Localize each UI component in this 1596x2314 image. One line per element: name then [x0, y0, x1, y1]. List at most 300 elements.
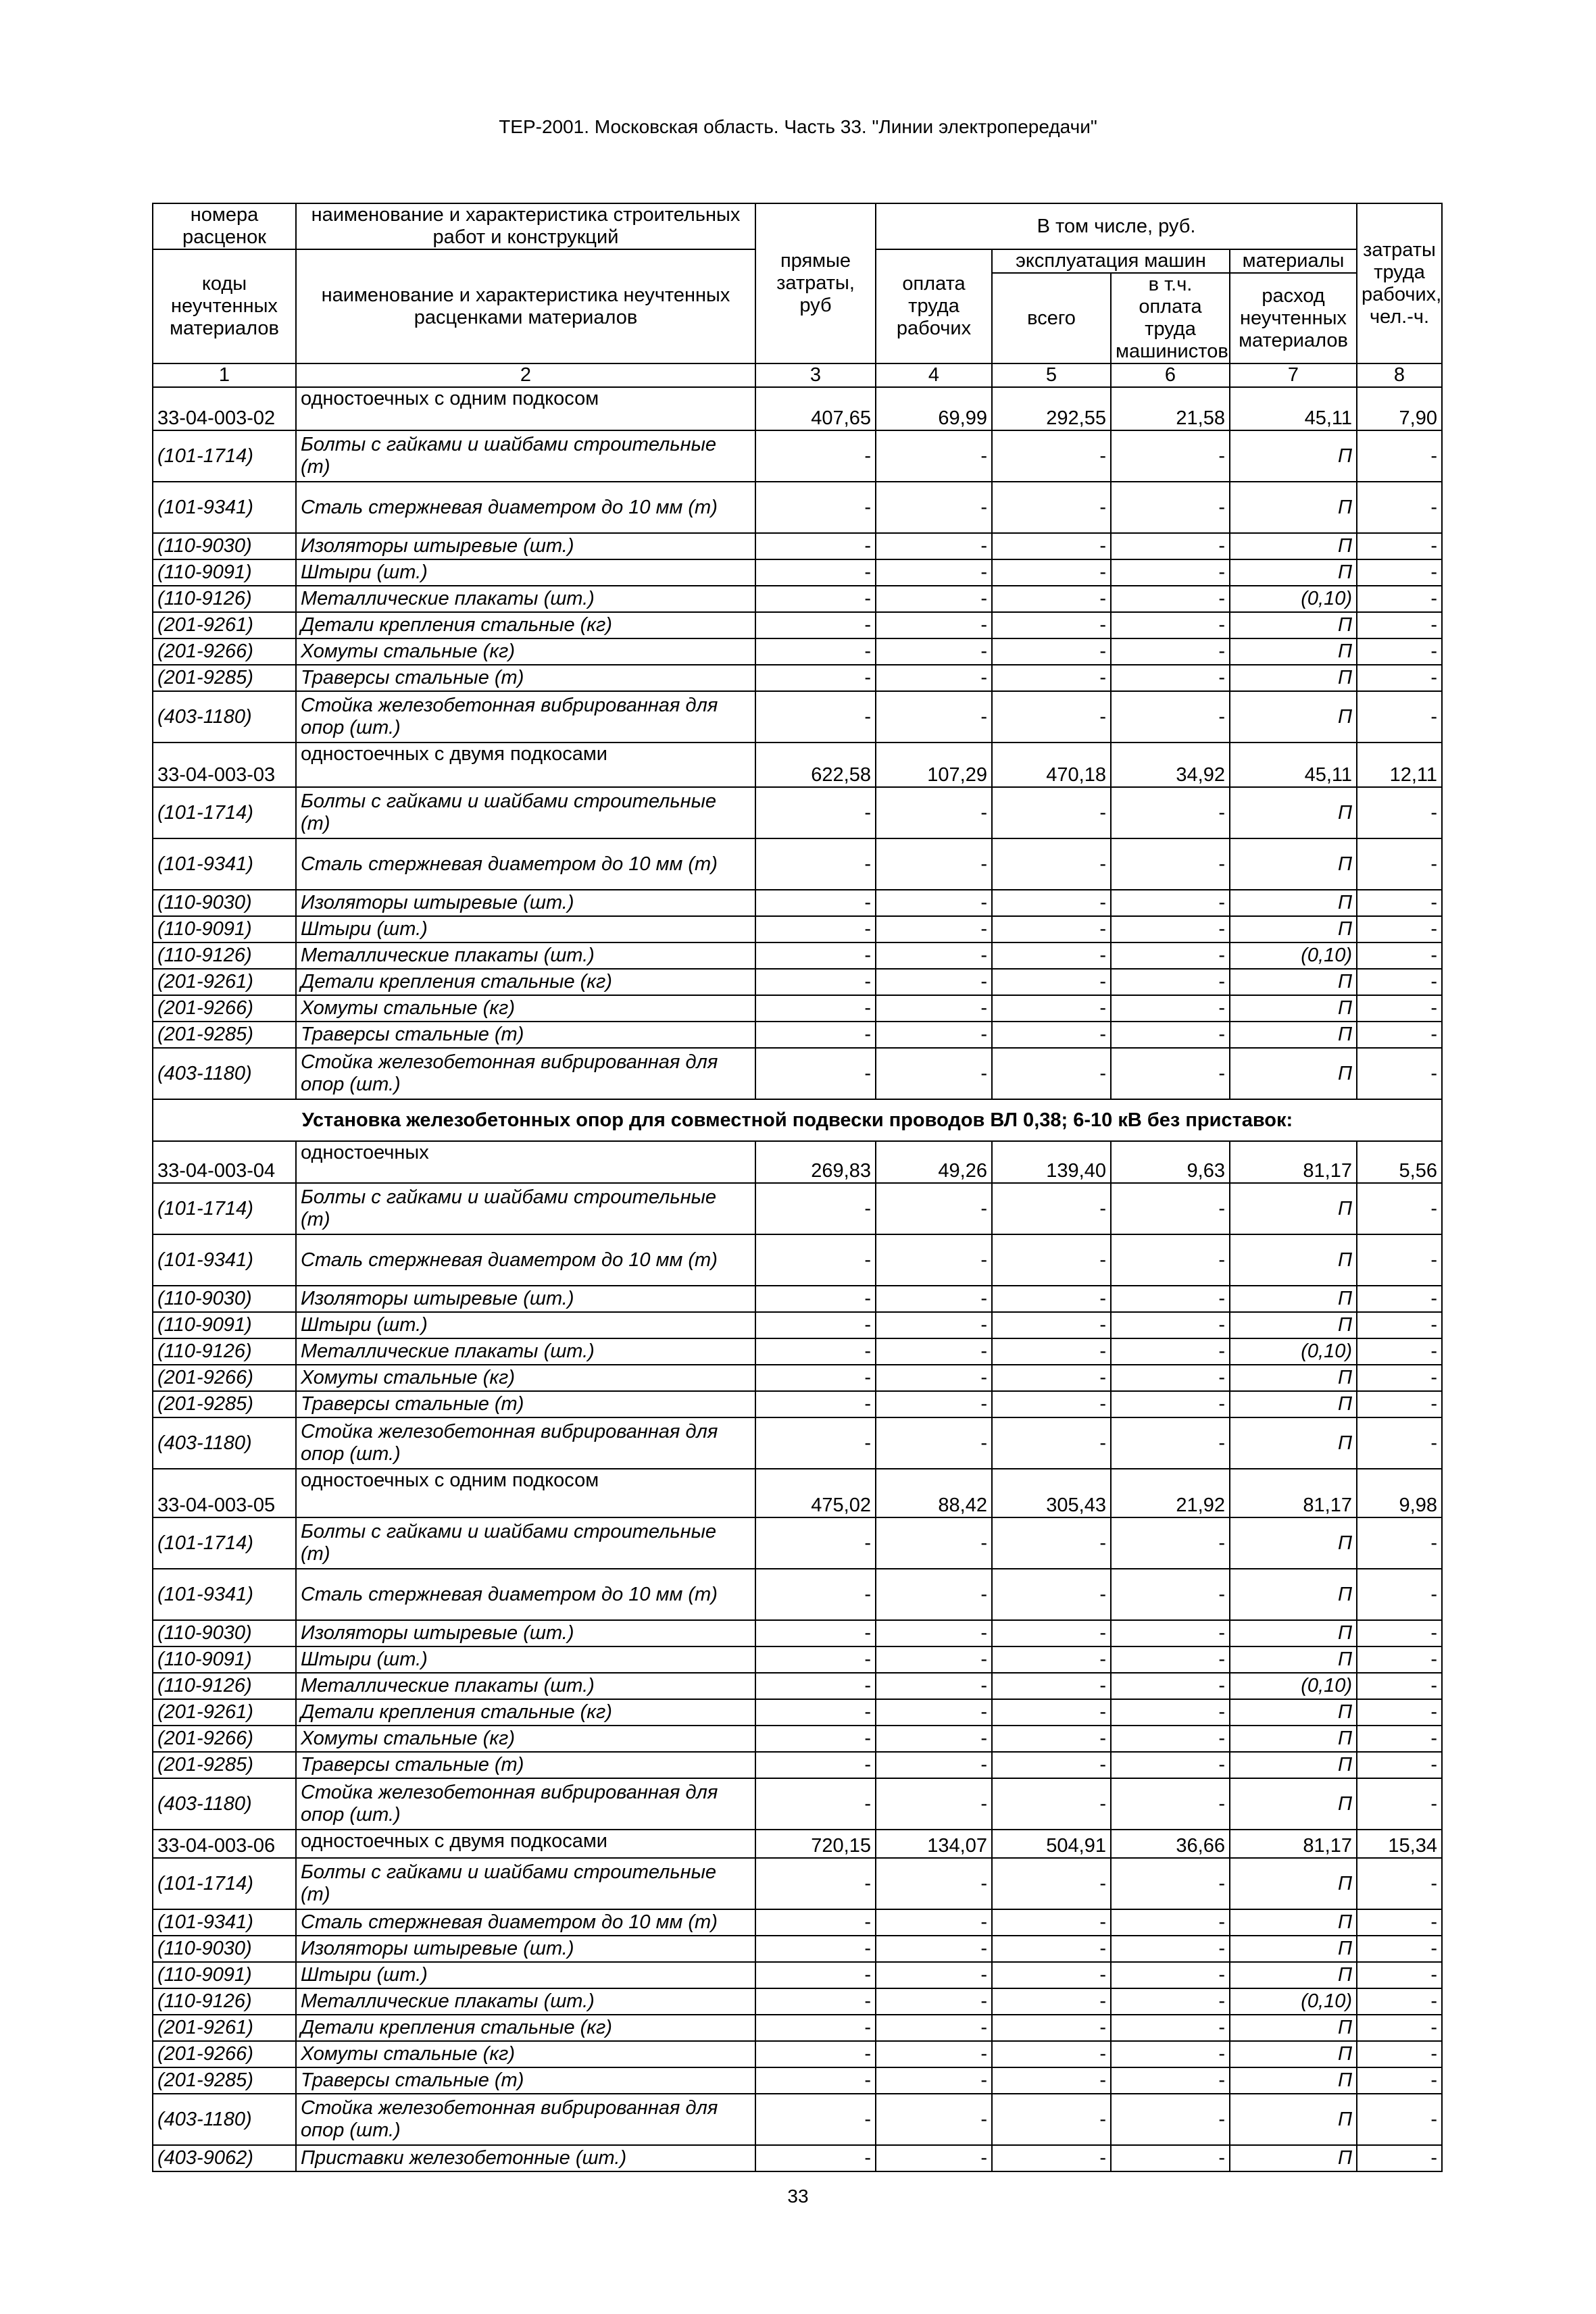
dash-cell: -: [1111, 430, 1230, 482]
material-name: Стойка железобетонная вибрированная для опор (шт.): [296, 1048, 755, 1099]
head-col2a: наименование и характеристика строительных работ и конструкций: [296, 203, 755, 249]
dash-cell: -: [992, 586, 1111, 612]
dash-cell: -: [992, 787, 1111, 838]
dash-cell: -: [1111, 1646, 1230, 1673]
dash-cell: -: [755, 1286, 876, 1312]
dash-cell: -: [1111, 1234, 1230, 1286]
dash-cell: -: [1111, 2015, 1230, 2041]
dash-cell: -: [755, 1778, 876, 1830]
dash-cell: -: [1111, 890, 1230, 916]
dash-cell: -: [876, 1646, 992, 1673]
material-row: [153, 1338, 1442, 1365]
dash-cell: -: [876, 1858, 992, 1909]
dash-cell: -: [1111, 1620, 1230, 1646]
dash-cell: -: [755, 1234, 876, 1286]
material-code: (101-9341): [153, 1909, 296, 1936]
dash-cell: -: [755, 1022, 876, 1048]
dash-cell: -: [755, 1365, 876, 1391]
dash-cell: -: [992, 430, 1111, 482]
material-name: Траверсы стальные (т): [296, 665, 755, 691]
dash-cell: -: [876, 612, 992, 638]
section-title: Установка железобетонных опор для совместной подвески проводов ВЛ 0,38; 6-10 кВ без приставок:: [153, 1099, 1442, 1141]
dash-cell: -: [876, 969, 992, 995]
material-consumption: П: [1230, 1391, 1357, 1417]
material-code: (110-9030): [153, 1620, 296, 1646]
rate-code: 33-04-003-06: [153, 1830, 296, 1858]
material-name: Металлические плакаты (шт.): [296, 1673, 755, 1699]
material-row: [153, 1858, 1442, 1909]
material-name: Детали крепления стальные (кг): [296, 2015, 755, 2041]
material-name: Стойка железобетонная вибрированная для опор (шт.): [296, 2094, 755, 2145]
col-number: 8: [1357, 363, 1442, 387]
rate-code: 33-04-003-05: [153, 1469, 296, 1517]
material-row: [153, 586, 1442, 612]
dash-cell: -: [992, 1183, 1111, 1234]
dash-cell: -: [755, 2015, 876, 2041]
material-row: [153, 638, 1442, 665]
material-name: Приставки железобетонные (шт.): [296, 2145, 755, 2171]
rate-v5: 139,40: [992, 1141, 1111, 1183]
material-row: [153, 969, 1442, 995]
dash-cell: -: [1111, 1936, 1230, 1962]
rate-code: 33-04-003-02: [153, 387, 296, 430]
material-consumption: П: [1230, 1183, 1357, 1234]
material-name: Хомуты стальные (кг): [296, 1365, 755, 1391]
dash-cell: -: [992, 916, 1111, 942]
dash-cell: -: [992, 1365, 1111, 1391]
dash-cell: -: [992, 1286, 1111, 1312]
material-code: (110-9091): [153, 1962, 296, 1988]
material-code: (110-9030): [153, 1936, 296, 1962]
material-row: [153, 1752, 1442, 1778]
material-row: [153, 1726, 1442, 1752]
dash-cell: -: [1357, 1234, 1442, 1286]
material-name: Хомуты стальные (кг): [296, 1726, 755, 1752]
dash-cell: -: [876, 691, 992, 743]
dash-cell: -: [1111, 969, 1230, 995]
material-code: (110-9126): [153, 586, 296, 612]
dash-cell: -: [1111, 1391, 1230, 1417]
rate-v3: 622,58: [755, 743, 876, 787]
dash-cell: -: [755, 1909, 876, 1936]
material-row: [153, 1365, 1442, 1391]
dash-cell: -: [1357, 559, 1442, 586]
dash-cell: -: [1111, 1417, 1230, 1469]
dash-cell: -: [876, 430, 992, 482]
material-row: [153, 1646, 1442, 1673]
head-col2b: наименование и характеристика неучтенных расценками материалов: [296, 249, 755, 363]
dash-cell: -: [1357, 1048, 1442, 1099]
dash-cell: -: [992, 1620, 1111, 1646]
dash-cell: -: [1111, 612, 1230, 638]
dash-cell: -: [755, 2067, 876, 2094]
dash-cell: -: [992, 969, 1111, 995]
dash-cell: -: [1357, 1338, 1442, 1365]
material-code: (110-9126): [153, 1338, 296, 1365]
dash-cell: -: [876, 1338, 992, 1365]
dash-cell: -: [1357, 1673, 1442, 1699]
rate-v5: 305,43: [992, 1469, 1111, 1517]
dash-cell: -: [1111, 995, 1230, 1022]
material-row: [153, 890, 1442, 916]
dash-cell: -: [992, 2067, 1111, 2094]
material-code: (201-9266): [153, 1365, 296, 1391]
material-consumption: П: [1230, 1312, 1357, 1338]
dash-cell: -: [755, 2145, 876, 2171]
rate-v6: 9,63: [1111, 1141, 1230, 1183]
dash-cell: -: [1111, 1909, 1230, 1936]
material-consumption: П: [1230, 1234, 1357, 1286]
dash-cell: -: [992, 1858, 1111, 1909]
material-name: Болты с гайками и шайбами строительные (т): [296, 1183, 755, 1234]
dash-cell: -: [1111, 1858, 1230, 1909]
dash-cell: -: [1111, 916, 1230, 942]
dash-cell: -: [992, 482, 1111, 533]
material-name: Сталь стержневая диаметром до 10 мм (т): [296, 1234, 755, 1286]
material-consumption: (0,10): [1230, 586, 1357, 612]
material-row: [153, 691, 1442, 743]
dash-cell: -: [1357, 2094, 1442, 2145]
dash-cell: -: [1357, 2015, 1442, 2041]
material-row: [153, 2145, 1442, 2171]
material-code: (101-9341): [153, 1234, 296, 1286]
col-number: 6: [1111, 363, 1230, 387]
rate-name: одностоечных с двумя подкосами: [296, 743, 755, 787]
material-name: Штыри (шт.): [296, 559, 755, 586]
material-name: Сталь стержневая диаметром до 10 мм (т): [296, 1569, 755, 1620]
dash-cell: -: [992, 665, 1111, 691]
dash-cell: -: [755, 559, 876, 586]
dash-cell: -: [1111, 1988, 1230, 2015]
dash-cell: -: [1357, 1936, 1442, 1962]
dash-cell: -: [992, 533, 1111, 559]
rate-v4: 69,99: [876, 387, 992, 430]
material-consumption: П: [1230, 1726, 1357, 1752]
dash-cell: -: [876, 838, 992, 890]
material-code: (110-9030): [153, 890, 296, 916]
material-code: (201-9285): [153, 1391, 296, 1417]
material-row: [153, 1673, 1442, 1699]
dash-cell: -: [1111, 638, 1230, 665]
material-name: Детали крепления стальные (кг): [296, 612, 755, 638]
material-row: [153, 1417, 1442, 1469]
material-consumption: (0,10): [1230, 942, 1357, 969]
material-row: [153, 1234, 1442, 1286]
material-name: Болты с гайками и шайбами строительные (т): [296, 1517, 755, 1569]
material-consumption: П: [1230, 1936, 1357, 1962]
dash-cell: -: [1357, 1312, 1442, 1338]
dash-cell: -: [1357, 1022, 1442, 1048]
section-row: [153, 1099, 1442, 1141]
dash-cell: -: [1111, 559, 1230, 586]
dash-cell: -: [1111, 1517, 1230, 1569]
rate-row: [153, 1141, 1442, 1183]
dash-cell: -: [1357, 1569, 1442, 1620]
dash-cell: -: [1111, 1569, 1230, 1620]
dash-cell: -: [876, 586, 992, 612]
dash-cell: -: [1111, 1286, 1230, 1312]
head-group: В том числе, руб.: [876, 203, 1357, 249]
dash-cell: -: [992, 638, 1111, 665]
dash-cell: -: [876, 1391, 992, 1417]
material-consumption: П: [1230, 2094, 1357, 2145]
dash-cell: -: [1357, 1909, 1442, 1936]
material-row: [153, 1936, 1442, 1962]
dash-cell: -: [992, 1962, 1111, 1988]
material-code: (110-9091): [153, 1646, 296, 1673]
dash-cell: -: [1111, 482, 1230, 533]
material-name: Сталь стержневая диаметром до 10 мм (т): [296, 482, 755, 533]
page-number: 33: [787, 2186, 809, 2207]
material-row: [153, 1620, 1442, 1646]
material-name: Детали крепления стальные (кг): [296, 969, 755, 995]
column-numbers-row: [153, 363, 1442, 387]
dash-cell: -: [992, 1391, 1111, 1417]
dash-cell: -: [992, 1752, 1111, 1778]
material-name: Стойка железобетонная вибрированная для опор (шт.): [296, 1778, 755, 1830]
rate-row: [153, 1830, 1442, 1858]
dash-cell: -: [1357, 1417, 1442, 1469]
rate-v6: 21,92: [1111, 1469, 1230, 1517]
dash-cell: -: [876, 665, 992, 691]
head-col3: прямые затраты, руб: [755, 203, 876, 363]
rate-v8: 7,90: [1357, 387, 1442, 430]
material-row: [153, 2067, 1442, 2094]
material-row: [153, 1048, 1442, 1099]
dash-cell: -: [992, 2015, 1111, 2041]
table-head: [153, 203, 1442, 387]
dash-cell: -: [755, 2094, 876, 2145]
dash-cell: -: [1111, 586, 1230, 612]
material-row: [153, 1962, 1442, 1988]
dash-cell: -: [755, 1988, 876, 2015]
dash-cell: -: [755, 586, 876, 612]
dash-cell: -: [1357, 1988, 1442, 2015]
dash-cell: -: [755, 1699, 876, 1726]
material-row: [153, 787, 1442, 838]
material-consumption: П: [1230, 1699, 1357, 1726]
rate-row: [153, 743, 1442, 787]
dash-cell: -: [755, 430, 876, 482]
dash-cell: -: [876, 1673, 992, 1699]
material-name: Металлические плакаты (шт.): [296, 1988, 755, 2015]
dash-cell: -: [876, 1962, 992, 1988]
material-code: (201-9266): [153, 995, 296, 1022]
head-col7b: расход неучтенных материалов: [1230, 273, 1357, 363]
material-name: Металлические плакаты (шт.): [296, 1338, 755, 1365]
dash-cell: -: [755, 1183, 876, 1234]
rate-v4: 107,29: [876, 743, 992, 787]
rate-code: 33-04-003-03: [153, 743, 296, 787]
dash-cell: -: [1357, 1752, 1442, 1778]
col-number: 5: [992, 363, 1111, 387]
dash-cell: -: [1357, 1646, 1442, 1673]
dash-cell: -: [755, 1646, 876, 1673]
dash-cell: -: [755, 533, 876, 559]
dash-cell: -: [1357, 1391, 1442, 1417]
rate-v3: 475,02: [755, 1469, 876, 1517]
material-code: (110-9126): [153, 942, 296, 969]
dash-cell: -: [992, 559, 1111, 586]
dash-cell: -: [755, 890, 876, 916]
material-row: [153, 2094, 1442, 2145]
dash-cell: -: [992, 612, 1111, 638]
dash-cell: -: [876, 1752, 992, 1778]
material-row: [153, 1312, 1442, 1338]
material-name: Изоляторы штыревые (шт.): [296, 1620, 755, 1646]
material-code: (201-9261): [153, 2015, 296, 2041]
dash-cell: -: [755, 838, 876, 890]
material-code: (201-9285): [153, 1752, 296, 1778]
rate-v8: 15,34: [1357, 1830, 1442, 1858]
material-name: Траверсы стальные (т): [296, 2067, 755, 2094]
material-consumption: П: [1230, 916, 1357, 942]
dash-cell: -: [876, 1569, 992, 1620]
material-row: [153, 1183, 1442, 1234]
material-row: [153, 1022, 1442, 1048]
dash-cell: -: [1111, 1338, 1230, 1365]
material-code: (110-9091): [153, 916, 296, 942]
material-name: Штыри (шт.): [296, 916, 755, 942]
dash-cell: -: [876, 559, 992, 586]
material-row: [153, 838, 1442, 890]
dash-cell: -: [876, 1022, 992, 1048]
material-code: (101-1714): [153, 787, 296, 838]
dash-cell: -: [1357, 1286, 1442, 1312]
dash-cell: -: [755, 1858, 876, 1909]
material-consumption: П: [1230, 691, 1357, 743]
dash-cell: -: [1111, 533, 1230, 559]
dash-cell: -: [755, 942, 876, 969]
material-consumption: П: [1230, 1286, 1357, 1312]
rate-v4: 134,07: [876, 1830, 992, 1858]
material-code: (201-9266): [153, 1726, 296, 1752]
dash-cell: -: [1111, 691, 1230, 743]
dash-cell: -: [1111, 1778, 1230, 1830]
material-row: [153, 1391, 1442, 1417]
dash-cell: -: [1111, 942, 1230, 969]
material-consumption: П: [1230, 2145, 1357, 2171]
material-name: Детали крепления стальные (кг): [296, 1699, 755, 1726]
material-consumption: П: [1230, 969, 1357, 995]
dash-cell: -: [1357, 890, 1442, 916]
dash-cell: -: [876, 638, 992, 665]
material-consumption: П: [1230, 1962, 1357, 1988]
material-name: Металлические плакаты (шт.): [296, 586, 755, 612]
dash-cell: -: [1357, 665, 1442, 691]
dash-cell: -: [876, 2094, 992, 2145]
dash-cell: -: [1111, 2145, 1230, 2171]
dash-cell: -: [755, 1391, 876, 1417]
rate-v6: 34,92: [1111, 743, 1230, 787]
dash-cell: -: [1357, 1858, 1442, 1909]
rate-v7: 45,11: [1230, 387, 1357, 430]
dash-cell: -: [992, 1726, 1111, 1752]
dash-cell: -: [992, 1909, 1111, 1936]
material-name: Штыри (шт.): [296, 1646, 755, 1673]
dash-cell: -: [1357, 995, 1442, 1022]
dash-cell: -: [876, 1909, 992, 1936]
material-consumption: П: [1230, 2067, 1357, 2094]
material-code: (403-1180): [153, 691, 296, 743]
material-consumption: П: [1230, 1417, 1357, 1469]
dash-cell: -: [1111, 838, 1230, 890]
material-row: [153, 2015, 1442, 2041]
material-code: (110-9030): [153, 533, 296, 559]
material-code: (110-9030): [153, 1286, 296, 1312]
dash-cell: -: [755, 1620, 876, 1646]
material-code: (201-9261): [153, 969, 296, 995]
material-row: [153, 533, 1442, 559]
material-consumption: П: [1230, 1752, 1357, 1778]
material-row: [153, 916, 1442, 942]
rate-v7: 81,17: [1230, 1141, 1357, 1183]
head-col8: затраты труда рабочих, чел.-ч.: [1357, 203, 1442, 363]
material-consumption: П: [1230, 1365, 1357, 1391]
dash-cell: -: [992, 1569, 1111, 1620]
dash-cell: -: [992, 1646, 1111, 1673]
material-code: (110-9126): [153, 1988, 296, 2015]
dash-cell: -: [992, 1936, 1111, 1962]
material-row: [153, 2041, 1442, 2067]
material-consumption: П: [1230, 1620, 1357, 1646]
material-name: Траверсы стальные (т): [296, 1391, 755, 1417]
dash-cell: -: [876, 1620, 992, 1646]
material-code: (101-9341): [153, 838, 296, 890]
dash-cell: -: [755, 1417, 876, 1469]
material-name: Металлические плакаты (шт.): [296, 942, 755, 969]
material-code: (101-1714): [153, 1858, 296, 1909]
head-col4: оплата труда рабочих: [876, 249, 992, 363]
material-row: [153, 430, 1442, 482]
dash-cell: -: [1357, 533, 1442, 559]
dash-cell: -: [1111, 1022, 1230, 1048]
dash-cell: -: [876, 1699, 992, 1726]
material-code: (403-1180): [153, 1778, 296, 1830]
material-name: Хомуты стальные (кг): [296, 638, 755, 665]
dash-cell: -: [992, 1048, 1111, 1099]
col-number: 1: [153, 363, 296, 387]
material-consumption: П: [1230, 995, 1357, 1022]
dash-cell: -: [992, 2094, 1111, 2145]
dash-cell: -: [876, 890, 992, 916]
dash-cell: -: [992, 2041, 1111, 2067]
dash-cell: -: [1111, 1962, 1230, 1988]
rate-v8: 12,11: [1357, 743, 1442, 787]
material-code: (110-9091): [153, 1312, 296, 1338]
material-code: (101-1714): [153, 1517, 296, 1569]
dash-cell: -: [992, 1234, 1111, 1286]
dash-cell: -: [876, 2145, 992, 2171]
material-row: [153, 482, 1442, 533]
dash-cell: -: [755, 995, 876, 1022]
dash-cell: -: [755, 2041, 876, 2067]
material-row: [153, 1988, 1442, 2015]
material-name: Траверсы стальные (т): [296, 1752, 755, 1778]
material-code: (201-9266): [153, 2041, 296, 2067]
dash-cell: -: [876, 787, 992, 838]
rate-v4: 88,42: [876, 1469, 992, 1517]
dash-cell: -: [1357, 787, 1442, 838]
dash-cell: -: [992, 890, 1111, 916]
dash-cell: -: [876, 1988, 992, 2015]
dash-cell: -: [1357, 1365, 1442, 1391]
dash-cell: -: [876, 1234, 992, 1286]
material-code: (101-1714): [153, 1183, 296, 1234]
material-code: (110-9126): [153, 1673, 296, 1699]
material-consumption: П: [1230, 2015, 1357, 2041]
material-row: [153, 612, 1442, 638]
